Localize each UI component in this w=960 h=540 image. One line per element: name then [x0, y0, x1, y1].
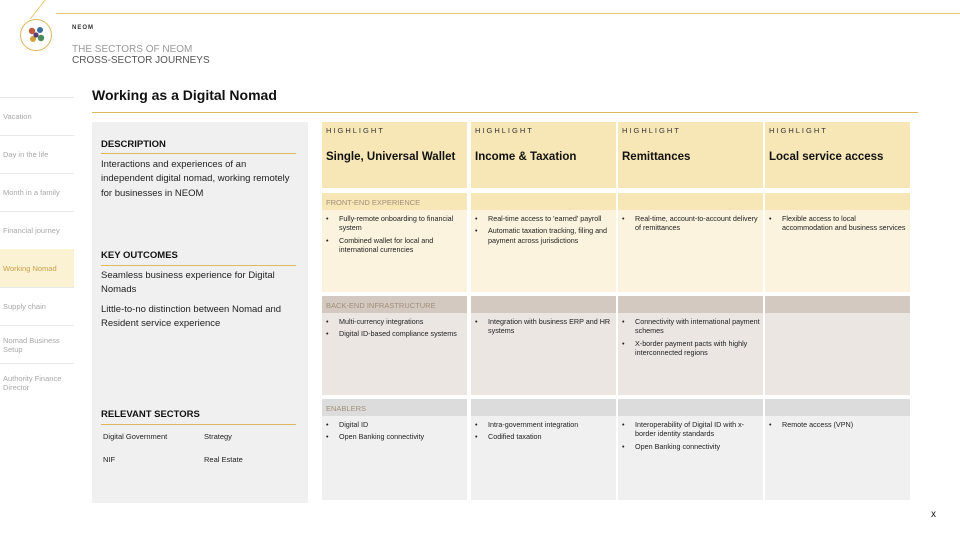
- sidebar-item-authority-finance-director[interactable]: Authority Finance Director: [0, 363, 74, 401]
- bullet-item: • Connectivity with international payment schemes: [622, 317, 760, 336]
- enablers-band-header: [322, 399, 467, 416]
- sidebar-item-month-in-a-family[interactable]: Month in a family: [0, 173, 74, 211]
- key-outcome-item: Seamless business experience for Digital Nomads: [101, 270, 275, 295]
- sector-item: Real Estate: [204, 455, 243, 464]
- enablers-band-header: [765, 399, 910, 416]
- back-end-band-header: [618, 296, 763, 313]
- front-end-band-header: [322, 193, 467, 210]
- front-end-cell: [471, 210, 616, 292]
- back-end-cell: [765, 313, 910, 395]
- relevant-sectors-heading: RELEVANT SECTORS: [101, 409, 200, 420]
- back-end-band-header: [765, 296, 910, 313]
- front-end-cell: [618, 210, 763, 292]
- front-end-label: FRONT-END EXPERIENCE: [326, 198, 421, 207]
- bullet-item: • Flexible access to local accommodation and business services: [769, 214, 907, 233]
- highlight-label: HIGHLIGHT: [622, 126, 681, 135]
- front-end-band-header: [618, 193, 763, 210]
- sidebar-nav: [0, 97, 74, 401]
- header-accent-line: [30, 0, 47, 19]
- bullet-item: • Multi-currency integrations: [326, 317, 464, 326]
- enablers-label: ENABLERS: [326, 404, 367, 413]
- bullet-item: • Integration with business ERP and HR systems: [475, 317, 613, 336]
- key-outcome-item: Little-to-no distinction between Nomad and Resident service experience: [101, 304, 282, 329]
- key-outcomes-divider: [101, 265, 296, 266]
- enablers-cell: [765, 416, 910, 500]
- journey-summary-panel: [92, 122, 308, 503]
- bullet-item: • Codified taxation: [475, 432, 613, 441]
- highlight-label: HIGHLIGHT: [475, 126, 534, 135]
- header-section-title: CROSS-SECTOR JOURNEYS: [72, 55, 210, 66]
- sidebar-item-vacation[interactable]: Vacation: [0, 97, 74, 135]
- enablers-cell: [322, 416, 467, 500]
- close-button[interactable]: x: [931, 509, 936, 520]
- enablers-cell: [471, 416, 616, 500]
- highlight-header: [618, 122, 763, 188]
- highlight-title: Single, Universal Wallet: [326, 151, 456, 163]
- back-end-label: BACK-END INFRASTRUCTURE: [326, 301, 436, 310]
- description-heading: DESCRIPTION: [101, 139, 166, 150]
- back-end-band-header: [322, 296, 467, 313]
- sidebar-item-supply-chain[interactable]: Supply chain: [0, 287, 74, 325]
- header-rule: [56, 13, 960, 14]
- highlight-label: HIGHLIGHT: [769, 126, 828, 135]
- bullet-item: • X-border payment pacts with highly interconnected regions: [622, 339, 760, 358]
- sidebar-item-day-in-the-life[interactable]: Day in the life: [0, 135, 74, 173]
- sector-item: Digital Government: [103, 432, 168, 441]
- back-end-cell: [322, 313, 467, 395]
- bullet-item: • Intra-government integration: [475, 420, 613, 429]
- highlight-header: [765, 122, 910, 188]
- bullet-item: • Real-time access to 'earned' payroll: [475, 214, 613, 223]
- bullet-item: • Real-time, account-to-account delivery of remittances: [622, 214, 760, 233]
- highlight-header: [322, 122, 467, 188]
- key-outcomes-heading: KEY OUTCOMES: [101, 250, 178, 261]
- header-subtitle: THE SECTORS OF NEOM: [72, 44, 193, 55]
- back-end-cell: [618, 313, 763, 395]
- back-end-cell: [471, 313, 616, 395]
- page-title: Working as a Digital Nomad: [92, 87, 277, 103]
- brand-name: NEOM: [72, 25, 94, 31]
- enablers-band-header: [471, 399, 616, 416]
- sector-item: Strategy: [204, 432, 232, 441]
- title-divider: [92, 112, 918, 113]
- front-end-cell: [765, 210, 910, 292]
- enablers-cell: [618, 416, 763, 500]
- bullet-item: • Digital ID-based compliance systems: [326, 329, 464, 338]
- description-text: Interactions and experiences of an independent digital nomad, working remotely for businesses in NEOM: [101, 159, 290, 199]
- front-end-cell: [322, 210, 467, 292]
- sector-item: NIF: [103, 455, 116, 464]
- bullet-item: • Interoperability of Digital ID with x-border identity standards: [622, 420, 760, 439]
- highlight-title: Income & Taxation: [475, 151, 577, 163]
- bullet-item: • Combined wallet for local and international currencies: [326, 236, 464, 255]
- bullet-item: • Digital ID: [326, 420, 464, 429]
- enablers-band-header: [618, 399, 763, 416]
- sidebar-item-nomad-business-setup[interactable]: Nomad Business Setup: [0, 325, 74, 363]
- highlight-header: [471, 122, 616, 188]
- highlight-label: HIGHLIGHT: [326, 126, 385, 135]
- front-end-band-header: [471, 193, 616, 210]
- highlight-title: Remittances: [622, 151, 691, 163]
- back-end-band-header: [471, 296, 616, 313]
- bullet-item: • Automatic taxation tracking, filing and payment across jurisdictions: [475, 226, 613, 245]
- sidebar-item-working-nomad[interactable]: Working Nomad: [0, 249, 74, 287]
- relevant-sectors-divider: [101, 424, 296, 425]
- bullet-item: • Open Banking connectivity: [622, 442, 760, 451]
- description-divider: [101, 153, 296, 154]
- bullet-item: • Fully-remote onboarding to financial system: [326, 214, 464, 233]
- highlight-title: Local service access: [769, 151, 884, 163]
- bullet-item: • Remote access (VPN): [769, 420, 907, 429]
- neom-logo-icon: [20, 19, 52, 51]
- front-end-band-header: [765, 193, 910, 210]
- sidebar-item-financial-journey[interactable]: Financial journey: [0, 211, 74, 249]
- bullet-item: • Open Banking connectivity: [326, 432, 464, 441]
